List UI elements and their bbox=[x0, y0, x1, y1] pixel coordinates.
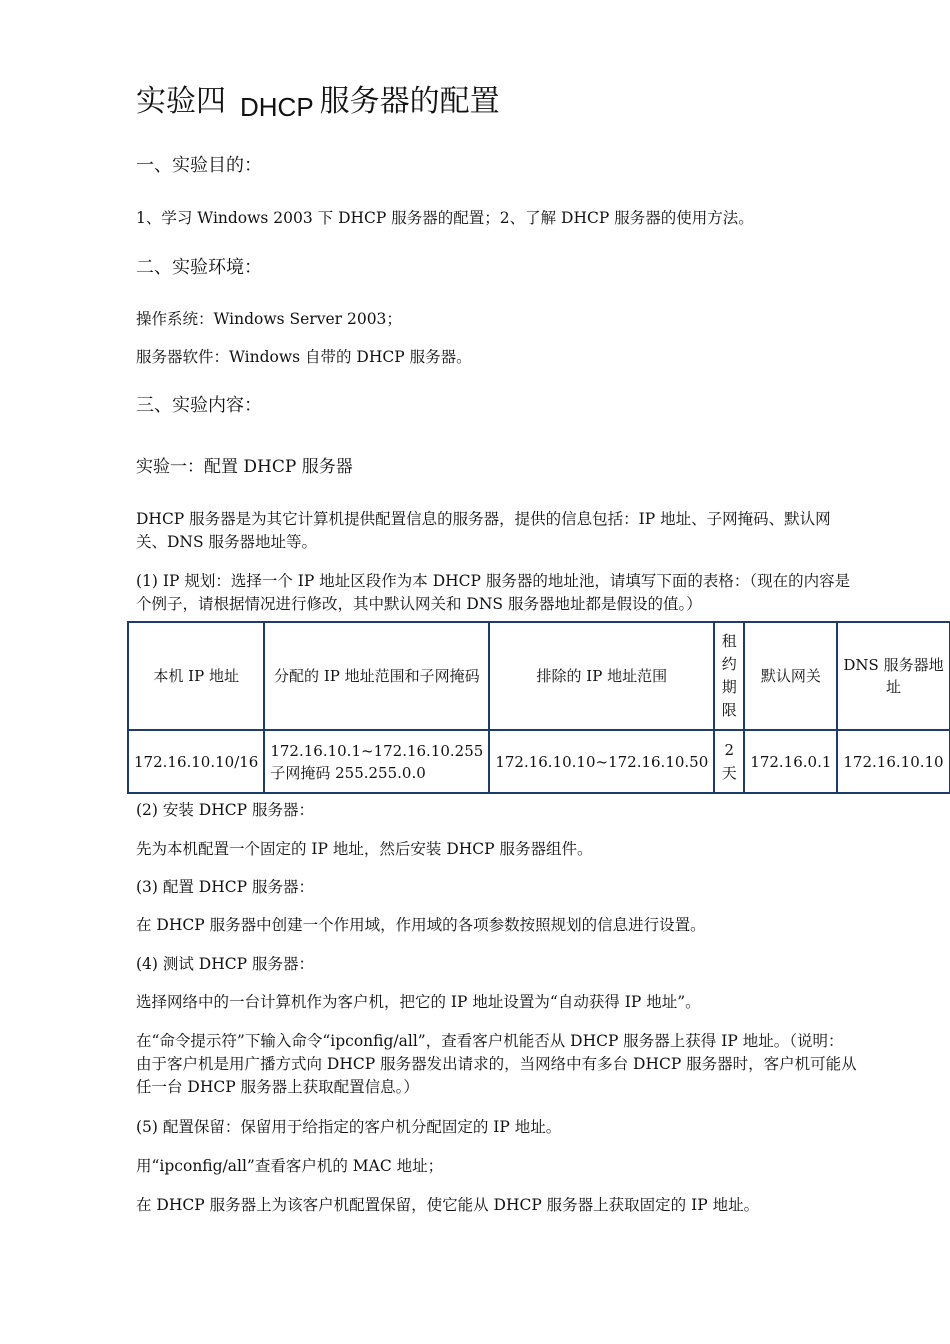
step-4-text-1: 选择网络中的一台计算机作为客户机，把它的 IP 地址设置为“自动获得 IP 地址”。 bbox=[136, 993, 701, 1011]
header-local-ip: 本机 IP 地址 bbox=[128, 622, 264, 730]
cell-range-mask bbox=[264, 730, 489, 793]
section-heading-content: 三、实验内容： bbox=[136, 395, 262, 416]
step-2-text: 先为本机配置一个固定的 IP 地址，然后安装 DHCP 服务器组件。 bbox=[136, 840, 593, 858]
ip-plan-table bbox=[127, 621, 950, 794]
header-range-mask: 分配的 IP 地址范围和子网掩码 bbox=[264, 622, 489, 730]
table-header-row bbox=[128, 622, 950, 730]
cell-lease bbox=[714, 730, 744, 793]
experiment-1-heading: 实验一：配置 DHCP 服务器 bbox=[136, 457, 353, 477]
header-dns: DNS 服务器地址 bbox=[837, 622, 949, 730]
cell-local-ip: 172.16.10.10/16 bbox=[128, 730, 264, 793]
step-1-paragraph: (1) IP 规划：选择一个 IP 地址区段作为本 DHCP 服务器的地址池，请填写下面的表格：（现在的内容是个例子，请根据情况进行修改，其中默认网关和 DNS 服务器地址都是假设的值。） bbox=[136, 572, 851, 613]
cell-excluded-range: 172.16.10.10~172.16.10.50 bbox=[489, 730, 714, 793]
cell-lease-text: 2天 bbox=[721, 740, 737, 782]
step-5-text-2: 在 DHCP 服务器上为该客户机配置保留，使它能从 DHCP 服务器上获取固定的 IP 地址。 bbox=[136, 1196, 760, 1214]
header-lease-text: 租约期限 bbox=[721, 632, 737, 719]
environment-software: 服务器软件：Windows 自带的 DHCP 服务器。 bbox=[136, 348, 472, 366]
section-heading-purpose: 一、实验目的： bbox=[136, 155, 262, 176]
table-row bbox=[128, 730, 950, 793]
step-4-text-2: 在“命令提示符”下输入命令“ipconfig/all”，查看客户机能否从 DHCP 服务器上获得 IP 地址。（说明：由于客户机是用广播方式向 DHCP 服务器发出请求的，当网络中有多台 DHCP 服务器时，客户机可能从任一台 DHCP 服务器上获取配置信息。） bbox=[136, 1032, 857, 1096]
header-lease bbox=[714, 622, 744, 730]
header-gateway: 默认网关 bbox=[744, 622, 837, 730]
environment-os: 操作系统：Windows Server 2003； bbox=[136, 310, 402, 328]
purpose-text: 1、学习 Windows 2003 下 DHCP 服务器的配置；2、了解 DHCP 服务器的使用方法。 bbox=[136, 209, 754, 227]
title-part-2: 服务器的配置 bbox=[319, 84, 500, 119]
document-title bbox=[136, 84, 500, 120]
step-5-text-1: 用“ipconfig/all”查看客户机的 MAC 地址； bbox=[136, 1157, 444, 1175]
cell-range-line-1: 172.16.10.1~172.16.10.255 bbox=[270, 741, 484, 760]
step-4-heading: (4) 测试 DHCP 服务器： bbox=[136, 955, 314, 973]
header-excluded-range: 排除的 IP 地址范围 bbox=[489, 622, 714, 730]
step-3-heading: (3) 配置 DHCP 服务器： bbox=[136, 878, 314, 896]
section-heading-environment: 二、实验环境： bbox=[136, 257, 262, 278]
cell-dns: 172.16.10.10 bbox=[837, 730, 949, 793]
intro-paragraph: DHCP 服务器是为其它计算机提供配置信息的服务器，提供的信息包括：IP 地址、子网掩码、默认网关、DNS 服务器地址等。 bbox=[136, 510, 831, 551]
step-5-heading: (5) 配置保留：保留用于给指定的客户机分配固定的 IP 地址。 bbox=[136, 1118, 562, 1136]
step-3-text: 在 DHCP 服务器中创建一个作用域，作用域的各项参数按照规划的信息进行设置。 bbox=[136, 916, 706, 934]
title-part-1: 实验四 bbox=[136, 84, 226, 119]
cell-gateway: 172.16.0.1 bbox=[744, 730, 837, 793]
title-part-dhcp: DHCP bbox=[240, 92, 314, 122]
step-2-heading: (2) 安装 DHCP 服务器： bbox=[136, 801, 314, 819]
cell-range-line-2: 子网掩码 255.255.0.0 bbox=[270, 763, 426, 782]
